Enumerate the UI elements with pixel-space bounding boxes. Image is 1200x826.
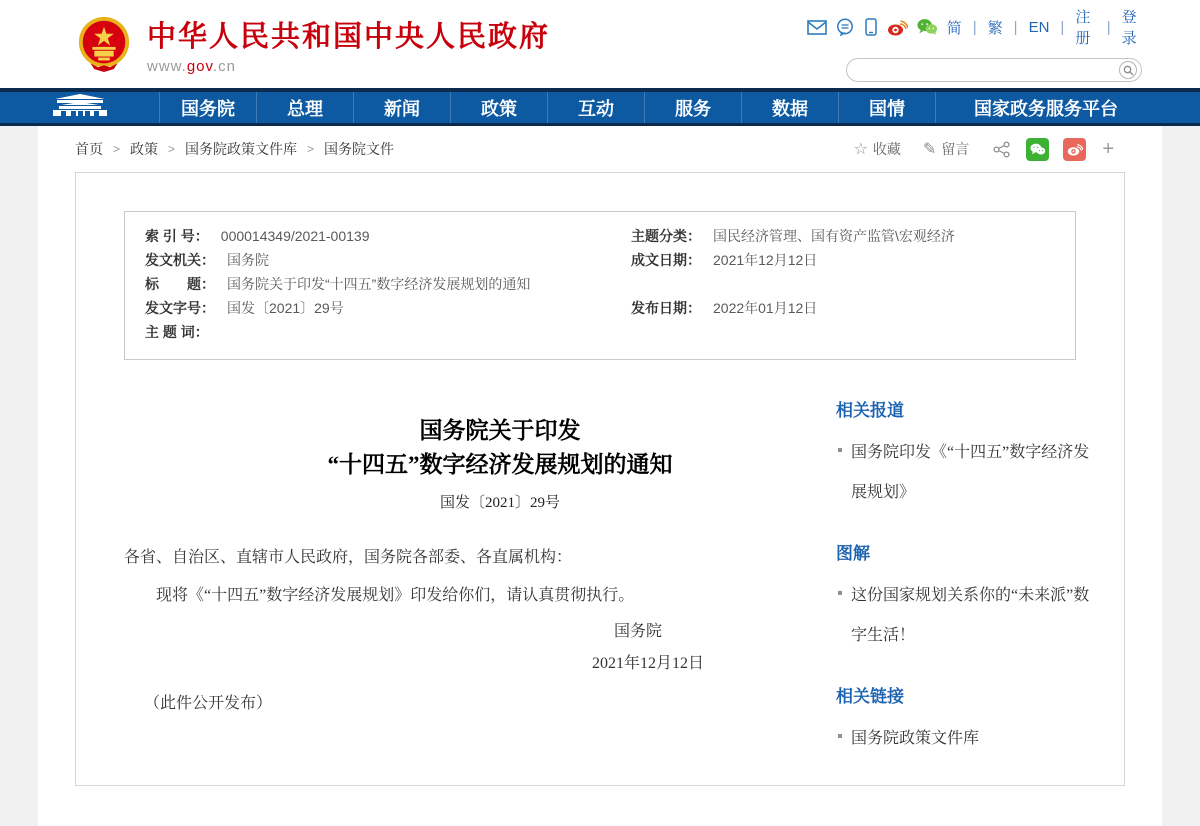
search-icon[interactable] xyxy=(1119,61,1137,79)
wechat-icon[interactable] xyxy=(917,17,938,38)
meta-date-published: 发布日期： 2022年01月12日 xyxy=(631,300,818,316)
comment-button[interactable] xyxy=(923,139,969,159)
mobile-icon[interactable] xyxy=(863,17,877,38)
separator: | xyxy=(1013,18,1018,36)
salutation-paragraph: 各省、自治区、直辖市人民政府，国务院各部委、各直属机构： xyxy=(124,549,573,566)
register-link[interactable]: 注册 xyxy=(1075,9,1091,47)
page-container xyxy=(38,126,1162,826)
star-icon: ☆ xyxy=(853,141,868,158)
nav-item-zhengce[interactable]: 政策 xyxy=(451,92,548,123)
chevron-right-icon: > xyxy=(168,142,176,156)
meta-doc-number: 发文字号： 国发〔2021〕29号 xyxy=(145,300,344,316)
document-number: 国发〔2021〕29号 xyxy=(439,495,560,511)
meta-keywords: 主 题 词： xyxy=(145,324,209,340)
pencil-icon: ✎ xyxy=(922,141,937,158)
lang-english[interactable]: EN xyxy=(1028,18,1050,36)
meta-date-written: 成文日期： 2021年12月12日 xyxy=(631,252,818,268)
breadcrumb-state-council-docs[interactable]: 国务院文件 xyxy=(324,141,395,157)
nav-item-guoqing[interactable]: 国情 xyxy=(839,92,936,123)
nav-item-hudong[interactable]: 互动 xyxy=(548,92,645,123)
infographic-heading: 图解 xyxy=(836,544,870,563)
body-paragraph: 现将《“十四五”数字经济发展规划》印发给你们，请认真贯彻执行。 xyxy=(156,587,635,604)
breadcrumb-policy-library[interactable]: 国务院政策文件库 xyxy=(185,141,298,157)
related-links-section xyxy=(836,682,1104,759)
related-reports-section xyxy=(836,396,1104,513)
separator: | xyxy=(1060,18,1065,36)
national-emblem-icon xyxy=(75,15,133,73)
meta-category: 主题分类： 国民经济管理、国有资产监管\宏观经济 xyxy=(631,228,955,244)
nav-home[interactable] xyxy=(0,92,160,123)
tiananmen-icon xyxy=(45,94,115,121)
nav-item-service-platform[interactable]: 国家政务服务平台 xyxy=(974,98,1118,119)
mail-icon[interactable] xyxy=(807,17,827,38)
message-icon[interactable] xyxy=(836,17,854,38)
separator: | xyxy=(972,18,977,36)
policy-library-link[interactable]: 国务院政策文件库 xyxy=(836,719,1094,759)
separator: | xyxy=(1106,18,1111,36)
nav-item-fuwu[interactable]: 服务 xyxy=(645,92,742,123)
nav-item-shuju[interactable]: 数据 xyxy=(742,92,839,123)
infographic-section xyxy=(836,539,1104,656)
main-nav xyxy=(0,88,1200,126)
site-header xyxy=(0,0,1200,88)
comment-label: 留言 xyxy=(941,141,970,157)
search-box[interactable] xyxy=(846,58,1142,82)
document-body xyxy=(124,360,814,785)
related-report-link[interactable]: 国务院印发《“十四五”数字经济发展规划》 xyxy=(836,433,1094,513)
breadcrumb xyxy=(75,139,394,159)
signature-issuer: 国务院 xyxy=(613,623,662,640)
document-title-line2: “十四五”数字经济发展规划的通知 xyxy=(327,452,673,477)
meta-index: 索 引 号： 000014349/2021-00139 xyxy=(145,228,370,244)
lang-simplified[interactable]: 简 xyxy=(946,19,962,37)
document-panel xyxy=(75,172,1125,786)
site-title: 中华人民共和国中央人民政府 xyxy=(147,20,551,53)
breadcrumb-policy[interactable]: 政策 xyxy=(130,141,159,157)
chevron-right-icon: > xyxy=(307,142,315,156)
nav-item-xinwen[interactable]: 新闻 xyxy=(354,92,451,123)
chevron-right-icon: > xyxy=(113,142,121,156)
site-logo[interactable] xyxy=(75,14,550,75)
signature-date: 2021年12月12日 xyxy=(591,655,704,672)
meta-issuer: 发文机关： 国务院 xyxy=(145,252,269,268)
nav-item-guowuyuan[interactable]: 国务院 xyxy=(160,92,257,123)
infographic-link[interactable]: 这份国家规划关系你的“未来派”数字生活！ xyxy=(836,576,1094,656)
document-title-line1: 国务院关于印发 xyxy=(419,418,581,443)
document-meta-table xyxy=(124,211,1076,360)
lang-traditional[interactable]: 繁 xyxy=(987,19,1003,37)
more-share-button[interactable]: + xyxy=(1102,137,1114,160)
wechat-share-icon[interactable] xyxy=(1026,138,1049,161)
weibo-icon[interactable] xyxy=(887,17,908,38)
search-input[interactable] xyxy=(859,63,1119,78)
site-url[interactable]: www.gov.cn xyxy=(147,57,236,75)
meta-title: 标 题： 国务院关于印发“十四五”数字经济发展规划的通知 xyxy=(145,276,531,292)
public-release-note: （此件公开发布） xyxy=(144,695,273,712)
breadcrumb-home[interactable]: 首页 xyxy=(75,141,103,157)
login-link[interactable]: 登录 xyxy=(1121,9,1137,47)
related-links-heading: 相关链接 xyxy=(836,687,904,706)
related-sidebar xyxy=(836,360,1104,785)
related-reports-heading: 相关报道 xyxy=(836,401,904,420)
favorite-button[interactable] xyxy=(854,139,901,159)
favorite-label: 收藏 xyxy=(872,141,901,157)
share-icon[interactable] xyxy=(991,139,1012,160)
weibo-share-icon[interactable] xyxy=(1063,138,1086,161)
nav-item-zongli[interactable]: 总理 xyxy=(257,92,354,123)
